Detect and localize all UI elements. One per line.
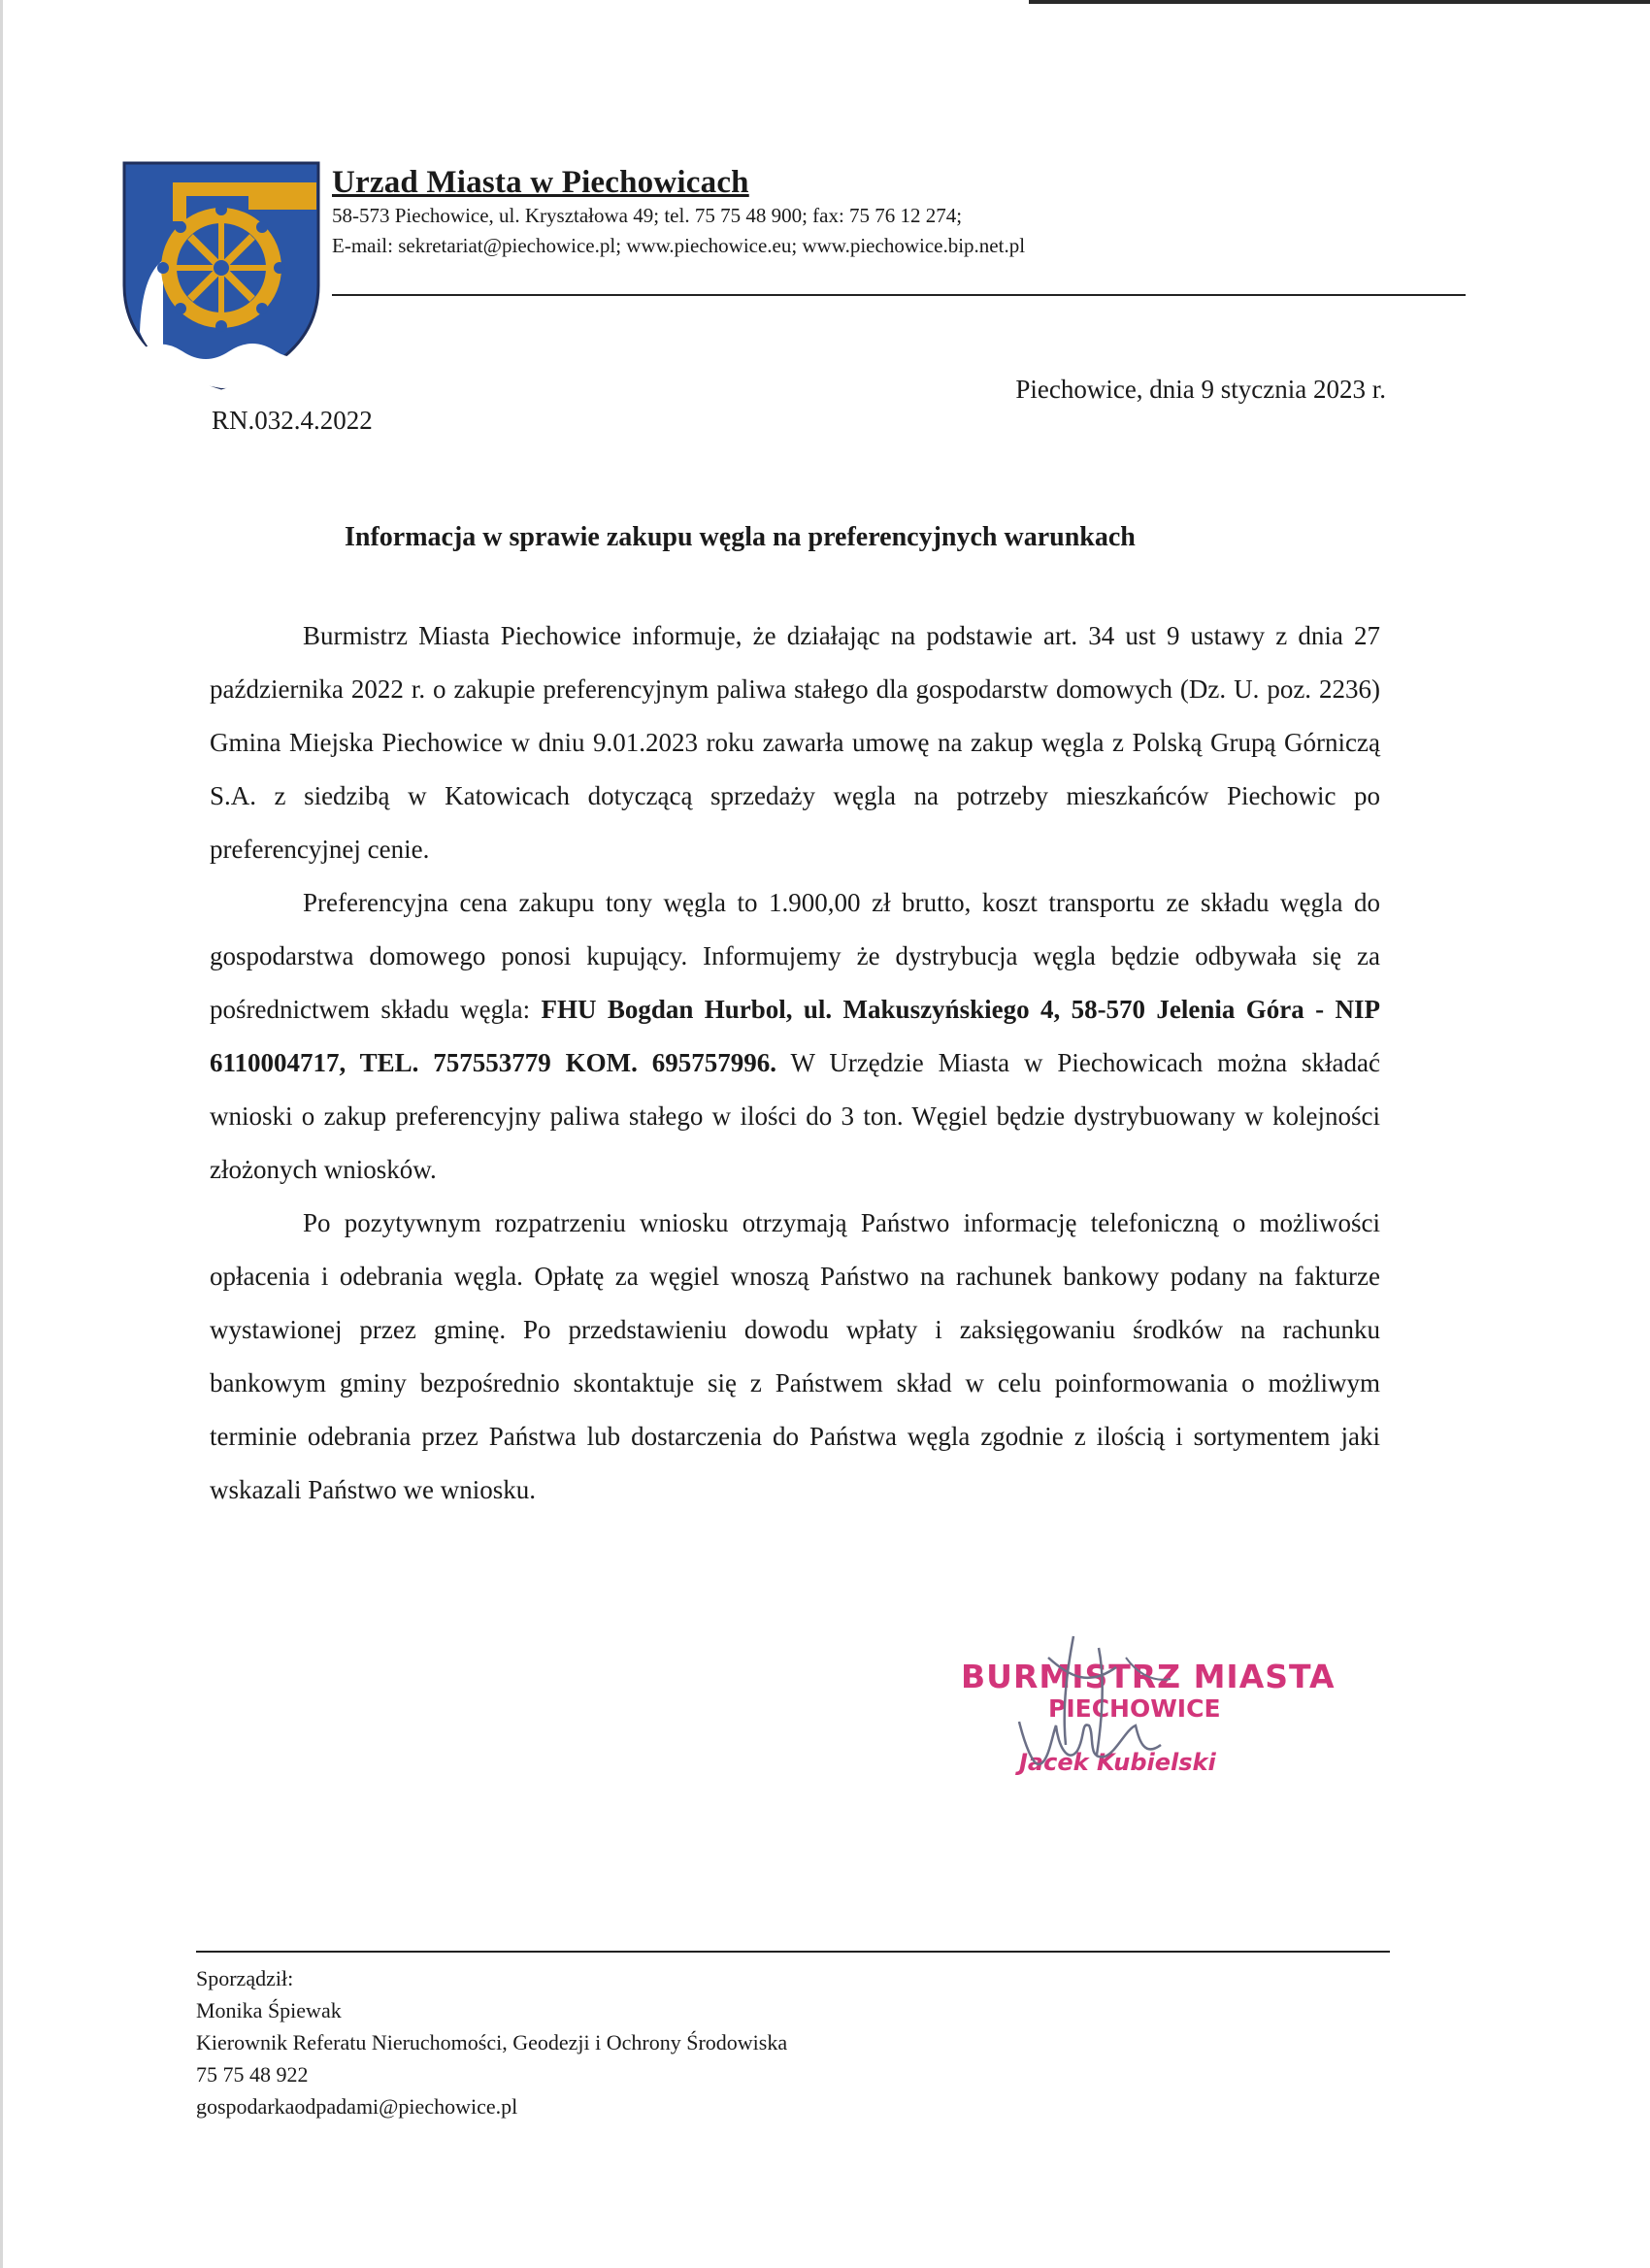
- coat-of-arms-icon: [120, 159, 322, 392]
- place-and-date: Piechowice, dnia 9 stycznia 2023 r.: [1015, 375, 1386, 404]
- scan-edge-top: [1029, 0, 1650, 4]
- paragraph-1: Burmistrz Miasta Piechowice informuje, że działając na podstawie art. 34 ust 9 ustawy z dnia 27 października 2022 r. o zakupie preferencyjnym paliwa stałego dla gospodarstw domowych (Dz. U. poz. 2236) Gmina Miejska Piechowice w dniu 9.01.2023 roku zawarła umowę na zakup węgla z Polską Grupą Górniczą S.A. z siedzibą w Katowicach dotyczącą sprzedaży węgla na potrzeby mieszkańców Piechowic po preferencyjnej cenie.: [210, 621, 1380, 864]
- organization-address: 58-573 Piechowice, ul. Kryształowa 49; tel. 75 75 48 900; fax: 75 76 12 274;: [332, 204, 963, 227]
- preparer-phone: 75 75 48 922: [196, 2062, 309, 2087]
- preparer-email[interactable]: gospodarkaodpadami@piechowice.pl: [196, 2094, 518, 2119]
- header-divider: [332, 294, 1466, 296]
- mayor-stamp: [961, 1640, 1336, 1795]
- paragraph-2-part-a: Preferencyjna cena zakupu tony węgla to 1.900,00 zł brutto, koszt transportu ze składu węgla do gospodarstwa domowego ponosi kupujący. Informujemy że dystrybucja węgla będzie odbywała się za pośrednictwem składu węgla:: [210, 888, 1380, 1024]
- stamp-subtitle: PIECHOWICE: [1048, 1694, 1221, 1723]
- paragraph-2-part-b: W Urzędzie Miasta w Piechowicach można składać wnioski o zakup preferencyjny paliwa stałego w ilości do 3 ton. Węgiel będzie dystrybuowany w kolejności złożonych wniosków.: [210, 1048, 1380, 1184]
- reference-number: RN.032.4.2022: [212, 406, 373, 435]
- preparer-name: Monika Śpiewak: [196, 1998, 342, 2022]
- organization-contact: E-mail: sekretariat@piechowice.pl; www.piechowice.eu; www.piechowice.bip.net.pl: [332, 234, 1026, 257]
- signature-icon: [980, 1628, 1213, 1793]
- prepared-by-block: [196, 1962, 787, 2122]
- document-title: Informacja w sprawie zakupu węgla na preferencyjnych warunkach: [345, 522, 1136, 552]
- coal-depot-details: FHU Bogdan Hurbol, ul. Makuszyńskiego 4, 58-570 Jelenia Góra - NIP 6110004717, TEL. 757553779 KOM. 695757996.: [210, 995, 1380, 1077]
- document-body: [210, 609, 1380, 1517]
- footer-divider: [196, 1951, 1390, 1953]
- organization-name: Urzad Miasta w Piechowicach: [332, 165, 749, 200]
- paragraph-2: [210, 876, 1380, 1197]
- paragraph-3: Po pozytywnym rozpatrzeniu wniosku otrzymają Państwo informację telefoniczną o możliwości opłacenia i odebrania węgla. Opłatę za węgiel wnoszą Państwo na rachunek bankowy podany na fakturze wystawionej przez gminę. Po przedstawieniu dowodu wpłaty i zaksięgowaniu środków na rachunku bankowym gminy bezpośrednio skontaktuje się z Państwem skład w celu poinformowania o możliwym terminie odebrania przez Państwa lub dostarczenia do Państwa węgla zgodnie z ilością i sortymentem jaki wskazali Państwo we wniosku.: [210, 1208, 1380, 1504]
- scan-edge-left: [0, 0, 3, 2268]
- stamp-title: BURMISTRZ MIASTA: [961, 1658, 1336, 1695]
- preparer-position: Kierownik Referatu Nieruchomości, Geodezji i Ochrony Środowiska: [196, 2030, 788, 2054]
- prepared-by-label: Sporządził:: [196, 1966, 294, 1990]
- stamp-name: Jacek Kubielski: [1019, 1749, 1216, 1776]
